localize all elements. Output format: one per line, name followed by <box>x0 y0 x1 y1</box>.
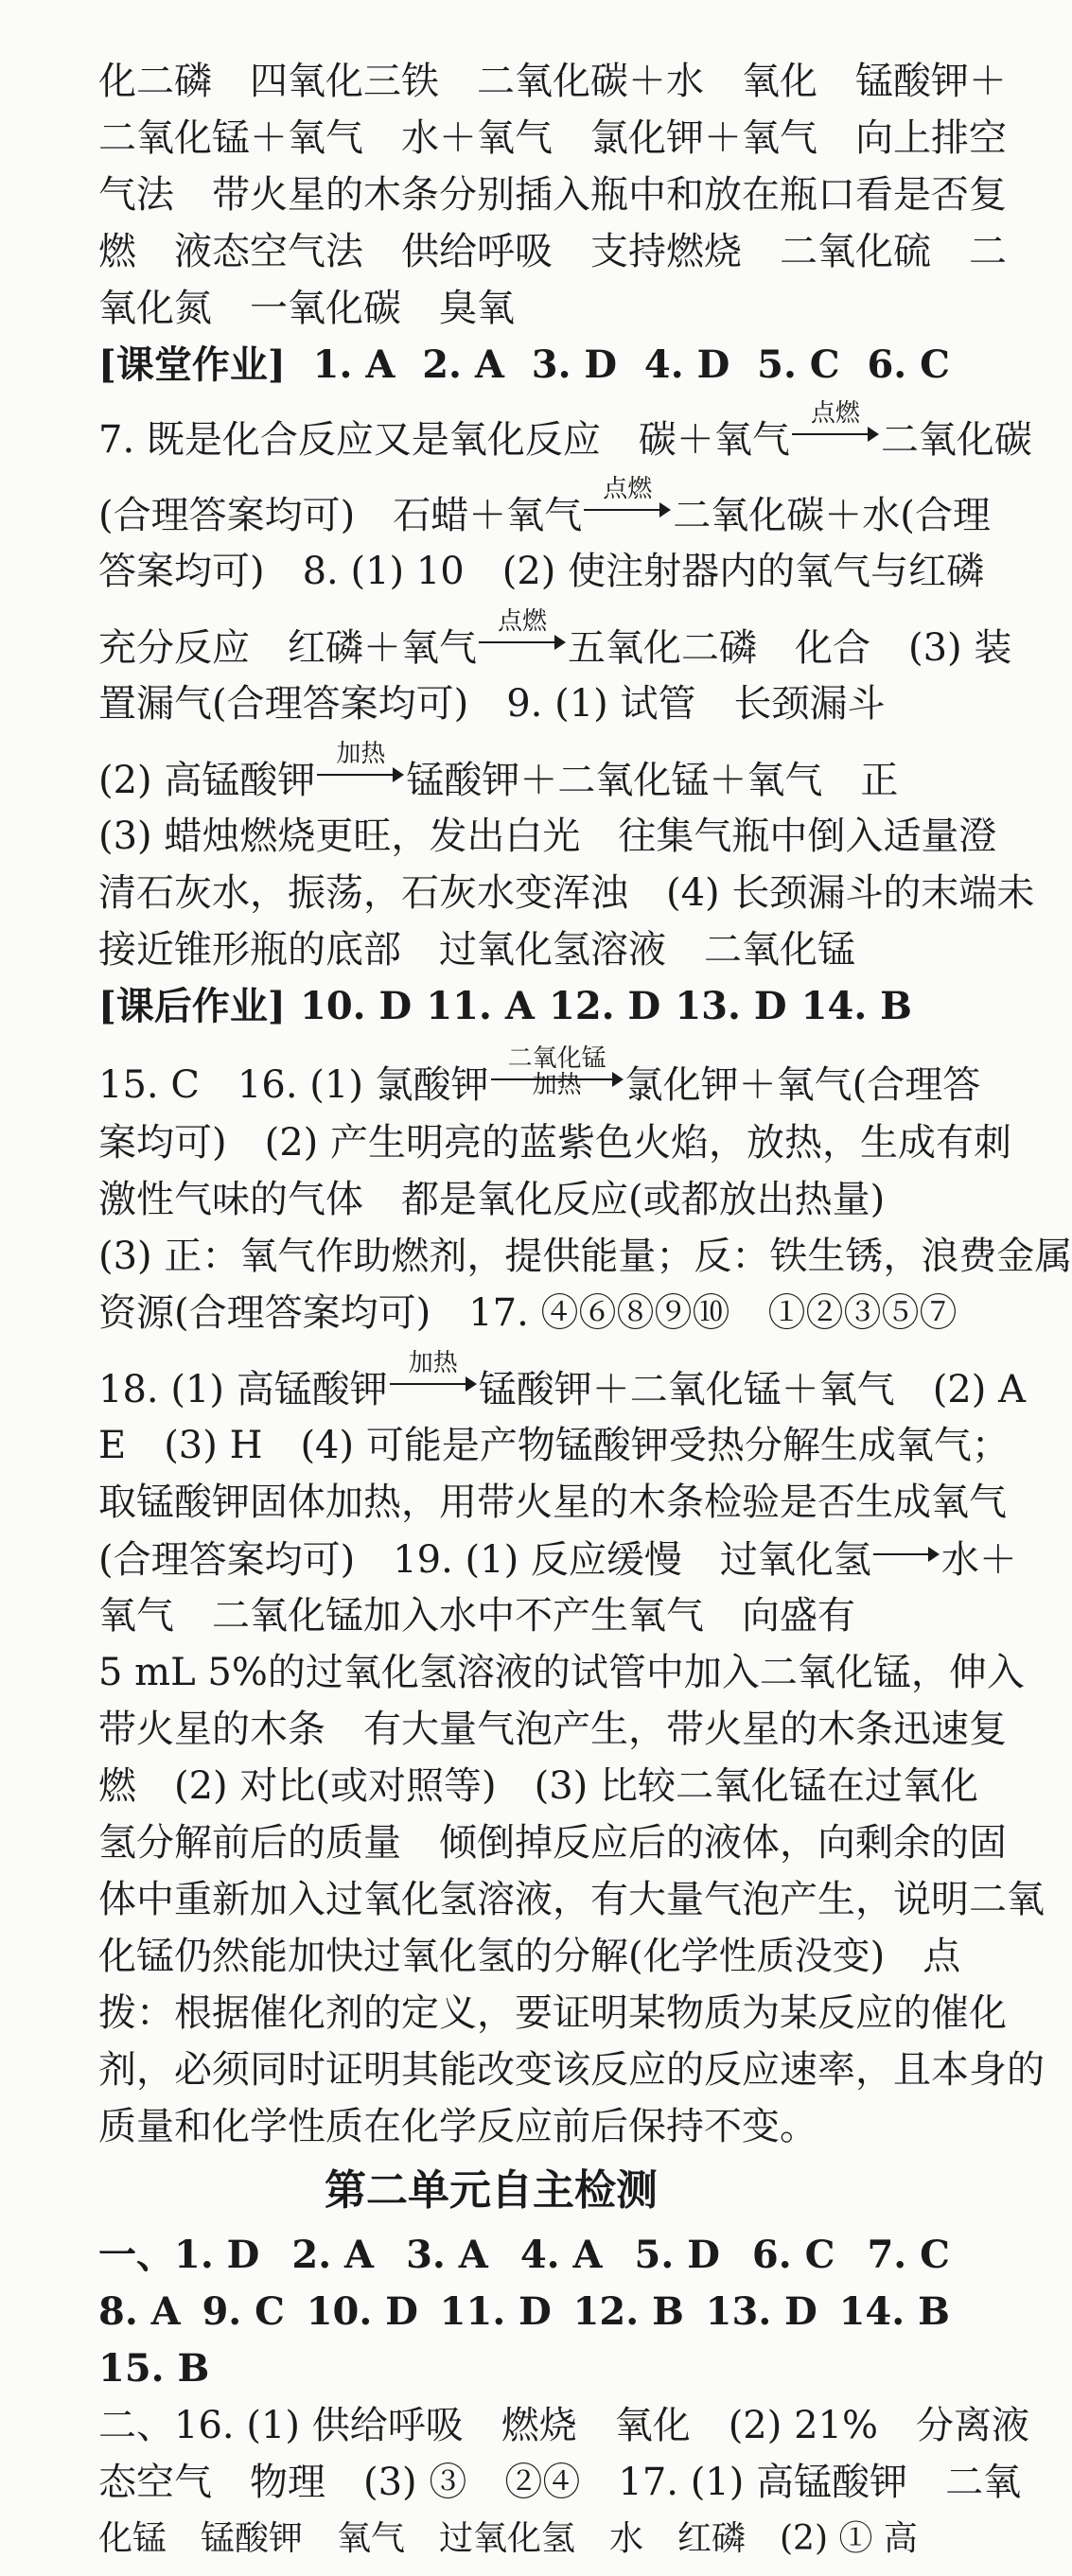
text-line: 资源(合理答案均可) 17. ④⑥⑧⑨⑩ ①②③⑤⑦ <box>98 1291 958 1335</box>
text-line: 充分反应 红磷＋氧气 点燃 五氧化二磷 化合 (3) 装 <box>98 606 1012 670</box>
text-line: (合理答案均可) 19. (1) 反应缓慢 过氧化氢 水＋ <box>98 1534 950 1585</box>
answer: 13. D <box>675 984 787 1028</box>
text-line: 燃 液态空气法 供给呼吸 支持燃烧 二氧化硫 二 <box>98 230 1007 273</box>
text-line: 氧化氮 一氧化碳 臭氧 <box>98 287 515 330</box>
answer: 10. D <box>299 984 413 1028</box>
text-line: 二、16. (1) 供给呼吸 燃烧 氧化 (2) 21% 分离液 <box>98 2404 1029 2447</box>
text-line: 气法 带火星的木条分别插入瓶中和放在瓶口看是否复 <box>98 173 1007 217</box>
text-line: 氧气 二氧化锰加入水中不产生氧气 向盛有 <box>98 1594 855 1638</box>
answer: 1. A <box>312 342 395 387</box>
text-line: 化二磷 四氧化三铁 二氧化碳＋水 氧化 锰酸钾＋ <box>98 60 1007 103</box>
text-line: 二氧化锰＋氧气 水＋氧气 氯化钾＋氧气 向上排空 <box>98 116 1007 160</box>
text-line: 清石灰水，振荡，石灰水变浑浊 (4) 长颈漏斗的末端未 <box>98 871 1035 915</box>
answer: 14. B <box>800 984 912 1028</box>
text-line: (2) 高锰酸钾 加热 锰酸钾＋二氧化锰＋氧气 正 <box>98 739 899 802</box>
reaction-arrow: 点燃 <box>479 622 566 660</box>
text-line: 体中重新加入过氧化氢溶液，有大量气泡产生，说明二氧 <box>98 1878 1045 1921</box>
answer: 3. D <box>531 342 618 387</box>
text-line: 氢分解前后的质量 倾倒掉反应后的液体，向剩余的固 <box>98 1821 1007 1865</box>
text-line: 燃 (2) 对比(或对照等) (3) 比较二氧化锰在过氧化 <box>98 1764 978 1808</box>
unit-title: 第二单元自主检测 <box>325 2166 658 2215</box>
text-line: 化锰仍然能加快过氧化氢的分解(化学性质没变) 点 <box>98 1935 961 1978</box>
answer: 4. D <box>643 342 730 387</box>
reaction-arrow: 点燃 <box>792 414 879 452</box>
text-line: 5 mL 5%的过氧化氢溶液的试管中加入二氧化锰，伸入 <box>98 1651 1025 1694</box>
answer: 12. D <box>549 984 661 1028</box>
answer: 2. A <box>422 342 504 387</box>
text-line: E (3) H (4) 可能是产物锰酸钾受热分解生成氧气； <box>98 1424 1010 1467</box>
text-line: 15. C 16. (1) 氯酸钾 二氧化锰 加热 氯化钾＋氧气(合理答 <box>98 1043 981 1107</box>
homework-label: [课后作业] <box>98 984 286 1028</box>
text-line: 带火星的木条 有大量气泡产生，带火星的木条迅速复 <box>98 1708 1007 1751</box>
answer: 5. C <box>757 342 840 387</box>
classwork-answers <box>98 341 950 390</box>
answer: 11. A <box>426 984 535 1028</box>
part1-row: 一、1. D 2. A 3. A 4. A 5. D 6. C 7. C <box>98 2233 950 2277</box>
text-line: 18. (1) 高锰酸钾 加热 锰酸钾＋二氧化锰＋氧气 (2) A <box>98 1348 1026 1411</box>
text-line: (合理答案均可) 石蜡＋氧气 点燃 二氧化碳＋水(合理 <box>98 474 991 537</box>
answer: 6. C <box>867 342 950 387</box>
text-line: 激性气味的气体 都是氧化反应(或都放出热量) <box>98 1178 886 1221</box>
part1-row: 8. A 9. C 10. D 11. D 12. B 13. D 14. B <box>98 2289 950 2334</box>
text-line: 置漏气(合理答案均可) 9. (1) 试管 长颈漏斗 <box>98 682 886 726</box>
text-line: 拨：根据催化剂的定义，要证明某物质为某反应的催化 <box>98 1991 1007 2035</box>
text-line: 7. 既是化合反应又是氧化反应 碳＋氧气 点燃 二氧化碳 <box>98 398 1032 462</box>
classwork-label: [课堂作业] <box>98 342 286 387</box>
reaction-arrow: 二氧化锰 加热 <box>491 1060 624 1097</box>
text-line: 剂，必须同时证明其能改变该反应的反应速率，且本身的 <box>98 2048 1045 2092</box>
text-line: 答案均可) 8. (1) 10 (2) 使注射器内的氧气与红磷 <box>98 550 985 593</box>
homework-answers <box>98 982 912 1031</box>
text-line: 质量和化学性质在化学反应前后保持不变。 <box>98 2105 817 2148</box>
reaction-arrow: 加热 <box>317 755 404 793</box>
part1-row: 15. B <box>98 2346 210 2391</box>
text-line: 取锰酸钾固体加热，用带火星的木条检验是否生成氧气 <box>98 1481 1007 1524</box>
text-line: 接近锥形瓶的底部 过氧化氢溶液 二氧化锰 <box>98 928 855 972</box>
text-line: (3) 正：氧气作助燃剂，提供能量；反：铁生锈，浪费金属 <box>98 1235 1072 1278</box>
text-line: 案均可) (2) 产生明亮的蓝紫色火焰，放热，生成有刺 <box>98 1121 1011 1165</box>
text-line: 态空气 物理 (3) ③ ②④ 17. (1) 高锰酸钾 二氧 <box>98 2461 1022 2504</box>
reaction-arrow <box>873 1534 940 1572</box>
reaction-arrow: 加热 <box>390 1364 477 1402</box>
reaction-arrow: 点燃 <box>584 490 671 528</box>
text-line: 化锰 锰酸钾 氧气 过氧化氢 水 红磷 (2) ① 高 <box>98 2519 918 2558</box>
text-line: (3) 蜡烛燃烧更旺，发出白光 往集气瓶中倒入适量澄 <box>98 815 997 858</box>
